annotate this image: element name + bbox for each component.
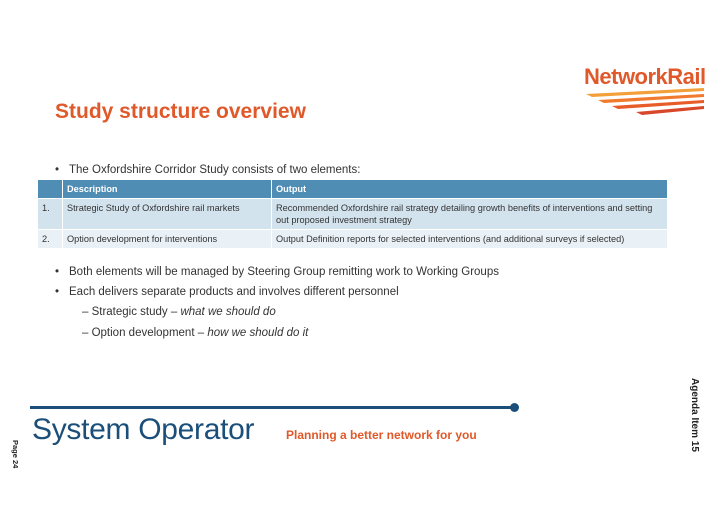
page-title: Study structure overview xyxy=(55,100,306,123)
agenda-item-label: Agenda Item 15 xyxy=(689,378,700,452)
bullet-item: • Both elements will be managed by Steering Group remitting work to Working Groups xyxy=(55,266,499,278)
sub-bullet-item xyxy=(82,306,276,318)
network-rail-logo xyxy=(578,62,708,118)
system-operator-wordmark: System Operator xyxy=(32,413,255,446)
table-cell-output: Output Definition reports for selected interventions (and additional surveys if selected) xyxy=(272,230,668,249)
logo-text: NetworkRail xyxy=(584,64,706,89)
study-table xyxy=(38,180,668,248)
sub-bullet-emphasis: what we should do xyxy=(180,306,276,318)
intro-bullet: • The Oxfordshire Corridor Study consists of two elements: xyxy=(55,164,361,176)
footer-divider xyxy=(30,406,514,409)
intro-bullet-text: The Oxfordshire Corridor Study consists of two elements: xyxy=(69,164,361,176)
bullet-item: • Each delivers separate products and involves different personnel xyxy=(55,286,399,298)
sub-bullet-prefix: – Strategic study – xyxy=(82,306,181,318)
table-cell-description: Strategic Study of Oxfordshire rail markets xyxy=(63,199,272,230)
footer-divider-dot xyxy=(510,403,519,412)
table-row xyxy=(38,230,668,249)
table-cell-output: Recommended Oxfordshire rail strategy detailing growth benefits of interventions and setting out proposed investment strategy xyxy=(272,199,668,230)
footer-tagline: Planning a better network for you xyxy=(286,428,477,442)
sub-bullet-prefix: – Option development – xyxy=(82,327,208,339)
page-number: Page 24 xyxy=(11,440,20,469)
bullet-text: Each delivers separate products and involves different personnel xyxy=(69,286,399,298)
table-cell-description: Option development for interventions xyxy=(63,230,272,249)
table-header-row xyxy=(38,180,668,199)
table-header-num xyxy=(38,180,63,199)
table-row xyxy=(38,199,668,230)
table-cell-num: 1. xyxy=(38,199,63,230)
table-header-output: Output xyxy=(272,180,668,199)
logo-swoosh-icon xyxy=(578,86,708,118)
table-cell-num: 2. xyxy=(38,230,63,249)
sub-bullet-emphasis: how we should do it xyxy=(207,327,309,339)
bullet-text: Both elements will be managed by Steering Group remitting work to Working Groups xyxy=(69,266,499,278)
sub-bullet-item xyxy=(82,327,308,339)
table-header-description: Description xyxy=(63,180,272,199)
